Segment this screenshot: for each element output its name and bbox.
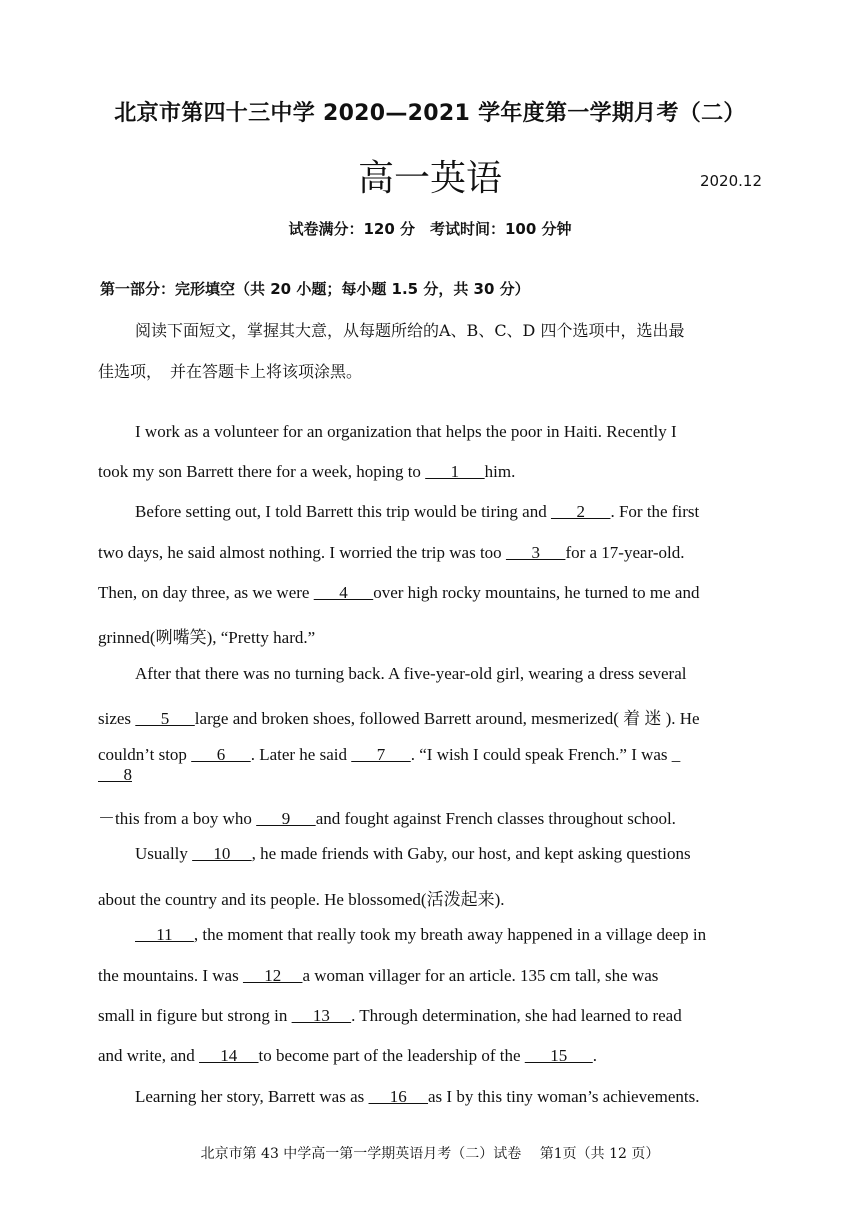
exam-title: 北京市第四十三中学 2020—2021 学年度第一学期月考（二） bbox=[114, 101, 746, 126]
blank-14: 14 bbox=[199, 1046, 259, 1065]
blank-5: 5 bbox=[135, 709, 195, 728]
instruction-line-1: 阅读下面短文，掌握其大意，从每题所给的A、B、C、D 四个选项中，选出最 bbox=[135, 321, 685, 340]
blank-16: 16 bbox=[368, 1087, 429, 1106]
passage-line: Then, on day three, as we were 4 over high rocky mountains, he turned to me and bbox=[98, 583, 700, 602]
passage-line: Learning her story, Barrett was as 16 as I by this tiny woman’s achievements. bbox=[135, 1087, 700, 1106]
passage-line: Usually 10 , he made friends with Gaby, our host, and kept asking questions bbox=[135, 844, 691, 863]
passage-line: the mountains. I was 12 a woman villager for an article. 135 cm tall, she was bbox=[98, 966, 659, 985]
passage-line: 11 , the moment that really took my breath away happened in a village deep in bbox=[135, 925, 707, 944]
blank-4: 4 bbox=[313, 583, 374, 602]
passage-line: couldn’t stop 6 . Later he said 7 . “I wish I could speak French.” I was _ bbox=[98, 745, 681, 764]
passage-line bbox=[98, 765, 760, 785]
passage-line: and write, and 14 to become part of the leadership of the 15 . bbox=[98, 1046, 598, 1065]
exam-date: 2020.12 bbox=[699, 172, 762, 190]
passage-line: about the country and its people. He blossomed(活泼起来). bbox=[98, 890, 505, 909]
blank-6: 6 bbox=[191, 745, 251, 764]
passage-line: two days, he said almost nothing. I worried the trip was too 3 for a 17-year-old. bbox=[98, 543, 685, 562]
blank-1: 1 bbox=[425, 462, 485, 481]
blank-10: 10 bbox=[192, 844, 252, 863]
exam-meta: 试卷满分：120 分 考试时间：100 分钟 bbox=[288, 220, 572, 238]
instruction-line-2: 佳选项， 并在答题卡上将该项涂黑。 bbox=[98, 362, 363, 381]
passage-line: took my son Barrett there for a week, hoping to 1 him. bbox=[98, 462, 516, 481]
passage-line: －this from a boy who 9 and fought against French classes throughout school. bbox=[98, 809, 676, 828]
passage-line: Before setting out, I told Barrett this trip would be tiring and 2 . For the first bbox=[135, 502, 700, 521]
blank-2: 2 bbox=[550, 502, 611, 521]
blank-13: 13 bbox=[291, 1006, 352, 1025]
blank-7: 7 bbox=[351, 745, 411, 764]
passage-line: small in figure but strong in 13 . Through determination, she had learned to read bbox=[98, 1006, 682, 1025]
blank-12: 12 bbox=[242, 966, 303, 985]
section-title: 第一部分：完形填空（共 20 小题；每小题 1.5 分，共 30 分） bbox=[100, 280, 530, 298]
blank-15: 15 bbox=[524, 1046, 593, 1065]
blank-3: 3 bbox=[505, 543, 566, 562]
passage-line: sizes 5 large and broken shoes, followed Barrett around, mesmerized( 着 迷 ). He bbox=[98, 709, 700, 728]
subject-title: 高一英语 bbox=[357, 158, 502, 199]
blank-9: 9 bbox=[256, 809, 316, 828]
passage-line: grinned(咧嘴笑), “Pretty hard.” bbox=[98, 628, 316, 647]
blank-11: 11 bbox=[135, 925, 194, 944]
passage-line: I work as a volunteer for an organization that helps the poor in Haiti. Recently I bbox=[135, 422, 677, 441]
blank-8: 8 bbox=[98, 765, 132, 784]
page-footer: 北京市第 43 中学高一第一学期英语月考（二）试卷 第1页（共 12 页） bbox=[200, 1146, 660, 1162]
passage-line: After that there was no turning back. A five-year-old girl, wearing a dress several bbox=[135, 664, 687, 683]
